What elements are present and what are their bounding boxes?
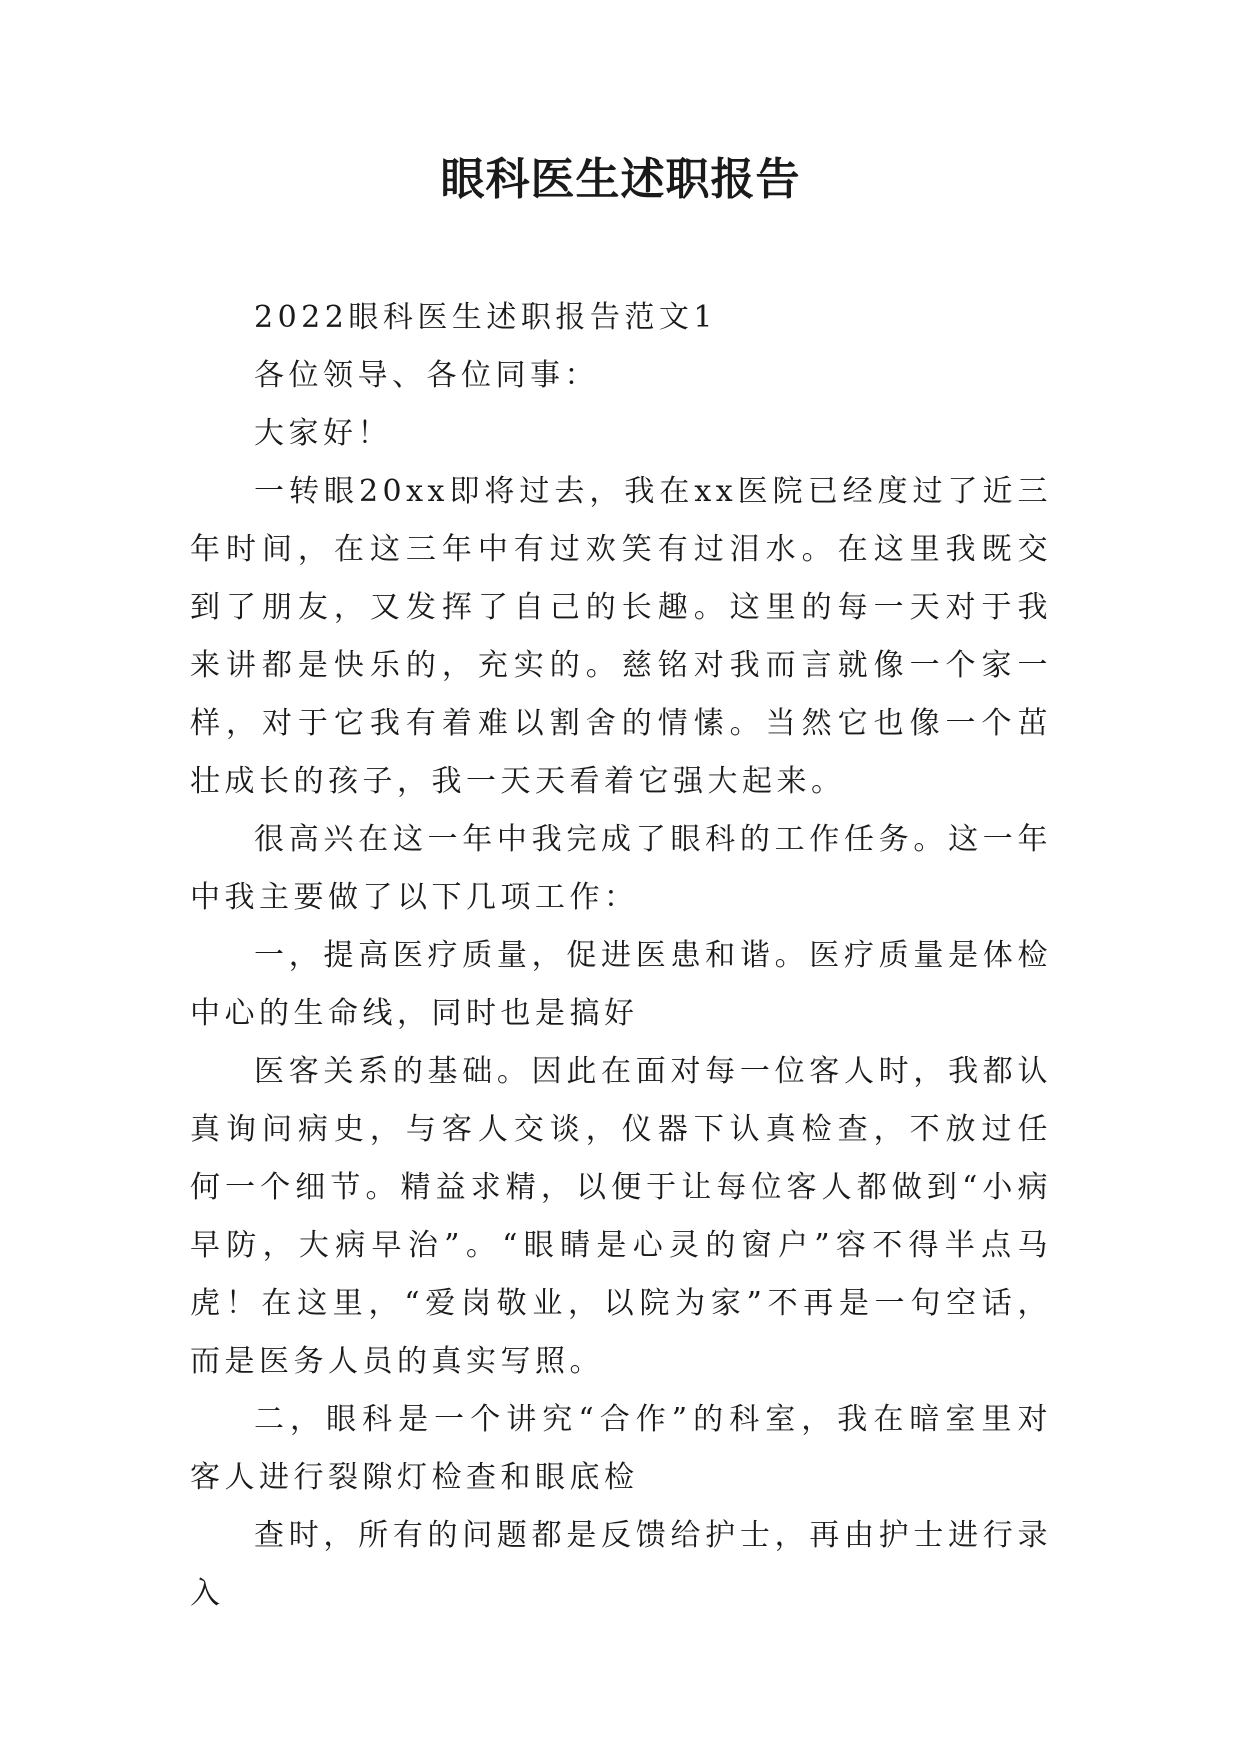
document-title: 眼科医生述职报告 [440,154,801,205]
paragraph-intro: 一转眼20xx即将过去，我在xx医院已经度过了近三年时间，在这三年中有过欢笑有过泪水。在这里我既交到了朋友，又发挥了自己的长趣。这里的每一天对于我来讲都是快乐的，充实的。慈铭对我而言就像一个家一样，对于它我有着难以割舍的情愫。当然它也像一个茁壮成长的孩子，我一天天看着它强大起来。 [190,474,1052,799]
paragraph-item-one-detail: 医客关系的基础。因此在面对每一位客人时，我都认真询问病史，与客人交谈，仪器下认真检查，不放过任何一个细节。精益求精，以便于让每位客人都做到“小病早防，大病早治”。“眼睛是心灵的窗户”容不得半点马虎！在这里，“爱岗敬业，以院为家”不再是一句空话，而是医务人员的真实写照。 [190,1054,1052,1379]
document-body [190,289,1052,1623]
paragraph-item-one: 一，提高医疗质量，促进医患和谐。医疗质量是体检中心的生命线，同时也是搞好 [190,938,1052,1031]
paragraph-summary: 很高兴在这一年中我完成了眼科的工作任务。这一年中我主要做了以下几项工作： [190,822,1052,915]
paragraph-item-two-detail: 查时，所有的问题都是反馈给护士，再由护士进行录入 [190,1518,1052,1611]
paragraph-greeting: 大家好！ [254,416,392,451]
paragraph-subtitle: 2022眼科医生述职报告范文1 [254,300,717,335]
paragraph-salutation: 各位领导、各位同事： [254,358,599,393]
paragraph-item-two: 二，眼科是一个讲究“合作”的科室，我在暗室里对客人进行裂隙灯检查和眼底检 [190,1402,1052,1495]
